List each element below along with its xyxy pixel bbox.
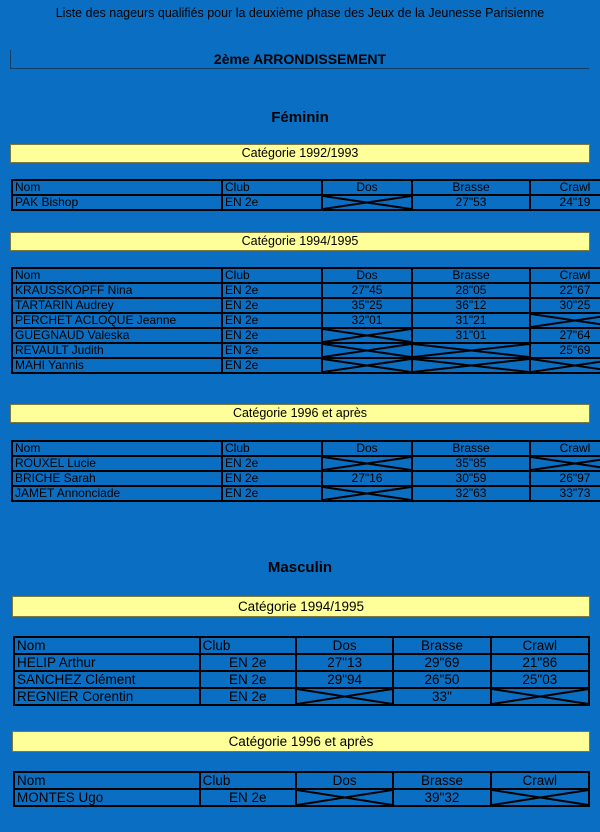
- empty-cell-cross-icon: [531, 314, 600, 327]
- nom-cell: GUEGNAUD Valeska: [12, 328, 222, 343]
- column-header: Crawl: [530, 268, 600, 283]
- brasse-cell: 31"21: [412, 313, 530, 328]
- table-row: [14, 789, 589, 806]
- dos-cell: 27"13: [296, 654, 393, 671]
- results-table: [11, 440, 600, 502]
- brasse-cell: 30"59: [412, 471, 530, 486]
- column-header: Brasse: [393, 772, 490, 789]
- empty-cell-cross-icon: [323, 196, 411, 209]
- category-banner: Catégorie 1996 et après: [12, 731, 590, 752]
- brasse-cell: 32"63: [412, 486, 530, 501]
- empty-cell-cross-icon: [323, 329, 411, 342]
- crawl-cell: 27"64: [530, 328, 600, 343]
- no-time-cell: [530, 313, 600, 328]
- results-table: [13, 771, 590, 807]
- column-header: Crawl: [530, 180, 600, 195]
- empty-cell-cross-icon: [297, 689, 392, 704]
- club-cell: EN 2e: [222, 358, 322, 373]
- crawl-cell: 26"97: [530, 471, 600, 486]
- column-header: Brasse: [412, 441, 530, 456]
- empty-cell-cross-icon: [297, 790, 392, 805]
- no-time-cell: [491, 688, 589, 705]
- table-header-row: [14, 637, 589, 654]
- no-time-cell: [412, 358, 530, 373]
- table-row: [12, 298, 600, 313]
- no-time-cell: [296, 688, 393, 705]
- no-time-cell: [322, 486, 412, 501]
- category-banner: Catégorie 1996 et après: [10, 404, 590, 423]
- table-row: [12, 283, 600, 298]
- column-header: Dos: [296, 637, 393, 654]
- column-header: Club: [200, 772, 296, 789]
- nom-cell: MAHI Yannis: [12, 358, 222, 373]
- masculin-title: Masculin: [267, 559, 333, 576]
- nom-cell: MONTES Ugo: [14, 789, 200, 806]
- nom-cell: SANCHEZ Clément: [14, 671, 200, 688]
- no-time-cell: [530, 456, 600, 471]
- arrondissement-title: 2ème ARRONDISSEMENT: [10, 50, 589, 69]
- dos-cell: 32"01: [322, 313, 412, 328]
- dos-cell: 29"94: [296, 671, 393, 688]
- column-header: Brasse: [412, 180, 530, 195]
- nom-cell: TARTARIN Audrey: [12, 298, 222, 313]
- dos-cell: 27"16: [322, 471, 412, 486]
- column-header: Nom: [14, 772, 200, 789]
- column-header: Nom: [12, 441, 222, 456]
- table-row: [14, 654, 589, 671]
- club-cell: EN 2e: [200, 671, 296, 688]
- crawl-cell: 30"25: [530, 298, 600, 313]
- brasse-cell: 31"01: [412, 328, 530, 343]
- empty-cell-cross-icon: [413, 344, 529, 357]
- club-cell: EN 2e: [222, 486, 322, 501]
- club-cell: EN 2e: [222, 313, 322, 328]
- empty-cell-cross-icon: [323, 344, 411, 357]
- brasse-cell: 27"53: [412, 195, 530, 210]
- column-header: Club: [222, 268, 322, 283]
- club-cell: EN 2e: [200, 654, 296, 671]
- table-header-row: [12, 180, 600, 195]
- club-cell: EN 2e: [222, 195, 322, 210]
- nom-cell: JAMET Annonciade: [12, 486, 222, 501]
- table-row: [12, 328, 600, 343]
- club-cell: EN 2e: [200, 688, 296, 705]
- club-cell: EN 2e: [222, 298, 322, 313]
- no-time-cell: [530, 358, 600, 373]
- brasse-cell: 39"32: [393, 789, 490, 806]
- empty-cell-cross-icon: [323, 359, 411, 372]
- column-header: Dos: [322, 180, 412, 195]
- no-time-cell: [322, 328, 412, 343]
- table-row: [12, 195, 600, 210]
- column-header: Nom: [14, 637, 200, 654]
- no-time-cell: [322, 358, 412, 373]
- dos-cell: 27"45: [322, 283, 412, 298]
- table-row: [14, 688, 589, 705]
- crawl-cell: 33"73: [530, 486, 600, 501]
- column-header: Dos: [322, 268, 412, 283]
- empty-cell-cross-icon: [413, 359, 529, 372]
- category-banner: Catégorie 1994/1995: [10, 232, 590, 251]
- no-time-cell: [412, 343, 530, 358]
- results-table: [13, 636, 590, 706]
- nom-cell: KRAUSSKOPFF Nina: [12, 283, 222, 298]
- results-table: [11, 267, 600, 374]
- club-cell: EN 2e: [222, 471, 322, 486]
- table-row: [12, 486, 600, 501]
- crawl-cell: 22"67: [530, 283, 600, 298]
- no-time-cell: [296, 789, 393, 806]
- column-header: Crawl: [491, 772, 589, 789]
- brasse-cell: 35"85: [412, 456, 530, 471]
- club-cell: EN 2e: [222, 456, 322, 471]
- category-banner: Catégorie 1994/1995: [12, 596, 590, 617]
- column-header: Club: [222, 180, 322, 195]
- column-header: Brasse: [393, 637, 490, 654]
- table-row: [14, 671, 589, 688]
- column-header: Club: [200, 637, 296, 654]
- column-header: Club: [222, 441, 322, 456]
- club-cell: EN 2e: [222, 328, 322, 343]
- empty-cell-cross-icon: [492, 689, 588, 704]
- crawl-cell: 25"03: [491, 671, 589, 688]
- no-time-cell: [322, 195, 412, 210]
- nom-cell: REVAULT Judith: [12, 343, 222, 358]
- column-header: Crawl: [530, 441, 600, 456]
- empty-cell-cross-icon: [531, 359, 600, 372]
- dos-cell: 35"25: [322, 298, 412, 313]
- category-banner: Catégorie 1992/1993: [10, 144, 590, 163]
- table-row: [12, 313, 600, 328]
- nom-cell: HELIP Arthur: [14, 654, 200, 671]
- results-table: [11, 179, 600, 211]
- crawl-cell: 21"86: [491, 654, 589, 671]
- crawl-cell: 25"69: [530, 343, 600, 358]
- column-header: Dos: [296, 772, 393, 789]
- nom-cell: PERCHET ACLOQUE Jeanne: [12, 313, 222, 328]
- table-row: [12, 358, 600, 373]
- table-row: [12, 456, 600, 471]
- brasse-cell: 29"69: [393, 654, 490, 671]
- table-row: [12, 471, 600, 486]
- page-header: Liste des nageurs qualifiés pour la deuxième phase des Jeux de la Jeunesse Parisienne: [55, 6, 545, 20]
- brasse-cell: 28"05: [412, 283, 530, 298]
- table-header-row: [12, 441, 600, 456]
- empty-cell-cross-icon: [531, 457, 600, 470]
- empty-cell-cross-icon: [323, 457, 411, 470]
- table-header-row: [14, 772, 589, 789]
- brasse-cell: 26"50: [393, 671, 490, 688]
- club-cell: EN 2e: [222, 343, 322, 358]
- club-cell: EN 2e: [222, 283, 322, 298]
- no-time-cell: [491, 789, 589, 806]
- feminin-title: Féminin: [271, 109, 329, 126]
- column-header: Brasse: [412, 268, 530, 283]
- empty-cell-cross-icon: [323, 487, 411, 500]
- nom-cell: REGNIER Corentin: [14, 688, 200, 705]
- nom-cell: PAK Bishop: [12, 195, 222, 210]
- nom-cell: BRICHE Sarah: [12, 471, 222, 486]
- table-header-row: [12, 268, 600, 283]
- column-header: Nom: [12, 268, 222, 283]
- crawl-cell: 24"19: [530, 195, 600, 210]
- no-time-cell: [322, 343, 412, 358]
- empty-cell-cross-icon: [492, 790, 588, 805]
- table-row: [12, 343, 600, 358]
- column-header: Nom: [12, 180, 222, 195]
- club-cell: EN 2e: [200, 789, 296, 806]
- nom-cell: ROUXEL Lucie: [12, 456, 222, 471]
- no-time-cell: [322, 456, 412, 471]
- column-header: Dos: [322, 441, 412, 456]
- brasse-cell: 33": [393, 688, 490, 705]
- column-header: Crawl: [491, 637, 589, 654]
- brasse-cell: 36"12: [412, 298, 530, 313]
